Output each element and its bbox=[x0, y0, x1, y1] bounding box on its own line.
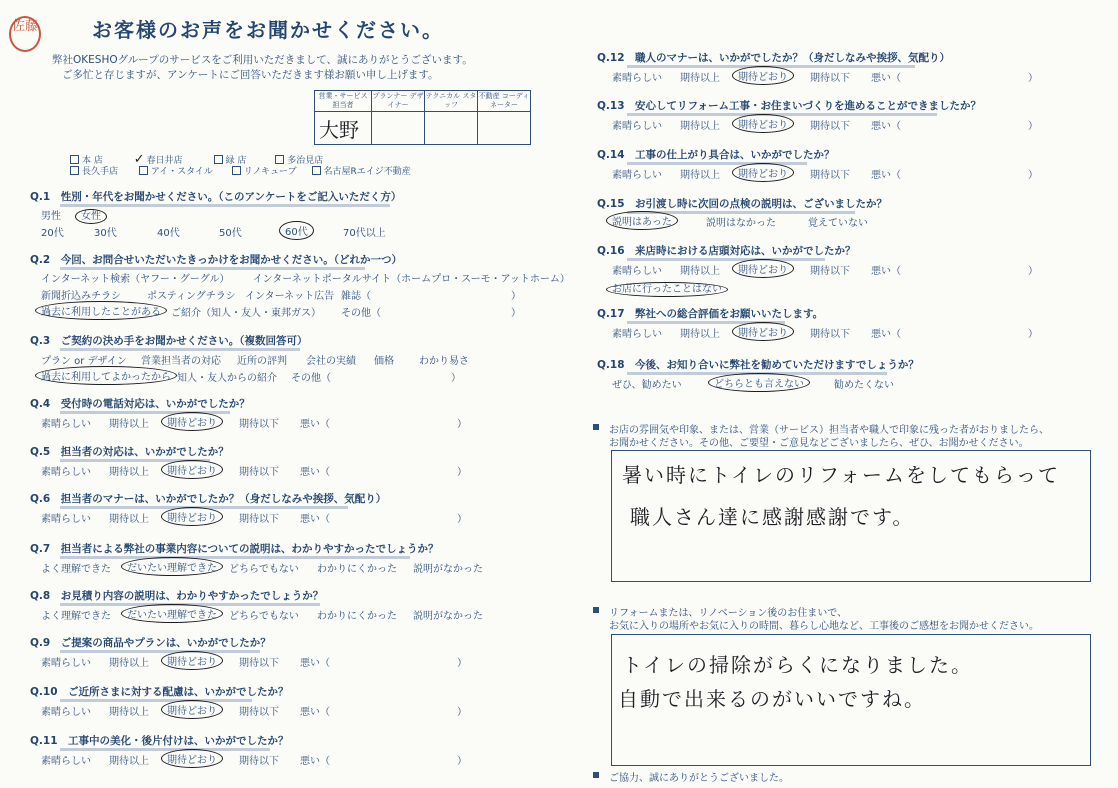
q3-selected[interactable]: 過去に利用してよかったから bbox=[35, 366, 177, 385]
branch-row-2: 長久手店 アイ・スタイル リノキューブ 名古屋Rエイジ不動産 bbox=[70, 164, 411, 177]
question-4: Q.4 受付時の電話対応は、いかがでしたか？ bbox=[30, 396, 230, 411]
q8-selected[interactable]: だいたい理解できた bbox=[121, 604, 223, 623]
staff-header-sales: 営業・サービス 担当者 bbox=[315, 91, 372, 112]
seal-stamp: 佐藤 bbox=[9, 16, 41, 52]
question-6-selected[interactable]: 期待どおり bbox=[161, 507, 223, 526]
question-9: Q.9 ご提案の商品やプランは、いかがでしたか？ bbox=[30, 635, 260, 650]
branch-checkbox[interactable] bbox=[70, 155, 79, 164]
question-5-selected[interactable]: 期待どおり bbox=[161, 460, 223, 479]
staff-value-planner[interactable] bbox=[372, 112, 425, 145]
q1-sub: 男性 女性 bbox=[41, 207, 101, 222]
question-10-selected[interactable]: 期待どおり bbox=[161, 700, 223, 719]
question-13: Q.13 安心してリフォーム工事・お住まいづくりを進めることができましたか？ bbox=[597, 98, 937, 113]
comment-2-box[interactable] bbox=[611, 634, 1091, 766]
q16-selected[interactable]: お店に行ったことはない bbox=[606, 282, 728, 297]
q1-gender-selected[interactable]: 女性 bbox=[75, 209, 107, 224]
comment-2-label-2: お気に入りの場所やお気に入りの時間、暮らし心地など、工事後のご感想をお聞かせください。 bbox=[609, 621, 1039, 632]
staff-table bbox=[314, 90, 531, 145]
question-7: Q.7 担当者による弊社の事業内容についての説明は、わかりやすかったでしょうか？ bbox=[30, 541, 410, 556]
staff-value-sales[interactable]: 大野 bbox=[315, 112, 372, 145]
question-10: Q.10 ご近所さまに対する配慮は、いかがでしたか？ bbox=[30, 684, 252, 699]
question-3: Q.3 ご契約の決め手をお聞かせください。（複数回答可） bbox=[30, 333, 300, 348]
question-11: Q.11 工事中の美化・後片付けは、いかがでしたか？ bbox=[30, 733, 270, 748]
question-15: Q.15 お引渡し時に次回の点検の説明は、ございましたか？ bbox=[597, 196, 855, 211]
question-18: Q.18 今後、お知り合いに弊社を勧めていただけますでしょうか？ bbox=[597, 357, 887, 372]
q18-selected[interactable]: どちらとも言えない bbox=[708, 373, 810, 392]
q1-age-selected[interactable]: 60代 bbox=[279, 221, 314, 240]
question-4-selected[interactable]: 期待どおり bbox=[161, 412, 223, 431]
question-16: Q.16 来店時における店頭対応は、いかがでしたか？ bbox=[597, 243, 825, 258]
question-17: Q.17 弊社への総合評価をお願いいたします。 bbox=[597, 306, 785, 321]
comment-1-line-1: 暑い時にトイレのリフォームをしてもらって bbox=[622, 463, 1060, 487]
thanks-text: ご協力、誠にありがとうございました。 bbox=[609, 773, 789, 784]
comment-2-label-1: リフォームまたは、リノベーション後のお住まいで、 bbox=[609, 608, 848, 619]
question-8: Q.8 お見積り内容の説明は、わかりやすかったでしょうか？ bbox=[30, 588, 320, 603]
question-6: Q.6 担当者のマナーは、いかがでしたか？（身だしなみや挨拶、気配り） bbox=[30, 491, 348, 506]
section-bullet bbox=[593, 424, 599, 430]
staff-value-realestate[interactable] bbox=[478, 112, 531, 145]
question-13-selected[interactable]: 期待どおり bbox=[732, 114, 794, 133]
check-mark-icon: ✓ bbox=[133, 152, 145, 167]
comment-1-label-2: お聞かせください。その他、ご要望・ご意見などございましたら、ぜひ、お聞かせください。 bbox=[609, 438, 1029, 449]
question-11-selected[interactable]: 期待どおり bbox=[161, 749, 223, 768]
question-14: Q.14 工事の仕上がり具合は、いかがでしたか？ bbox=[597, 147, 807, 162]
comment-2-line-2: 自動で出来るのがいいですね。 bbox=[618, 687, 926, 711]
question-16-selected[interactable]: 期待どおり bbox=[732, 259, 794, 278]
question-1: Q.1 性別・年代をお聞かせください。（このアンケートをご記入いただく方） bbox=[30, 189, 390, 204]
q2-row-1: インターネット検索（ヤフー・グーグル） インターネットポータルサイト（ホームプロ・スーモ・アットホーム） bbox=[41, 274, 570, 285]
question-5: Q.5 担当者の対応は、いかがでしたか？ bbox=[30, 444, 210, 459]
q7-selected[interactable]: だいたい理解できた bbox=[121, 557, 223, 576]
question-2: Q.2 今回、お問合せいただいたきっかけをお聞かせください。（どれか一つ） bbox=[30, 252, 365, 267]
section-bullet bbox=[593, 772, 599, 778]
comment-2-line-1: トイレの掃除がらくになりました。 bbox=[622, 653, 973, 677]
intro-line-1: 弊社OKESHOグループのサービスをご利用いただきまして、誠にありがとうございます。 bbox=[52, 54, 473, 66]
staff-header-realestate: 不動産 コーディネーター bbox=[478, 91, 531, 112]
comment-1-box[interactable] bbox=[611, 450, 1091, 582]
staff-header-planner: プランナー デザイナー bbox=[372, 91, 425, 112]
branch-row-1: 本 店 ✓ 春日井店 緑 店 多治見店 bbox=[70, 152, 323, 167]
question-9-selected[interactable]: 期待どおり bbox=[161, 651, 223, 670]
staff-header-technical: テクニカル スタッフ bbox=[425, 91, 478, 112]
page-title: お客様のお声をお聞かせください。 bbox=[92, 18, 444, 42]
intro-line-2: ご多忙と存じますが、アンケートにご回答いただきます様お願い申し上げます。 bbox=[62, 69, 439, 81]
q2-selected[interactable]: 過去に利用したことがある bbox=[35, 301, 167, 320]
question-17-selected[interactable]: 期待どおり bbox=[732, 322, 794, 341]
q16-extra bbox=[612, 280, 722, 295]
staff-value-technical[interactable] bbox=[425, 112, 478, 145]
comment-1-line-2: 職人さん達に感謝感謝です。 bbox=[630, 505, 915, 529]
question-12-selected[interactable]: 期待どおり bbox=[732, 66, 794, 85]
question-14-selected[interactable]: 期待どおり bbox=[732, 163, 794, 182]
comment-1-label-1: お店の雰囲気や印象、または、営業（サービス）担当者や職人で印象に残った者がおりましたら、 bbox=[609, 425, 1049, 436]
q15-selected[interactable]: 説明はあった bbox=[606, 211, 678, 230]
question-12: Q.12 職人のマナーは、いかがでしたか？（身だしなみや挨拶、気配り） bbox=[597, 50, 915, 65]
section-bullet bbox=[593, 607, 599, 613]
